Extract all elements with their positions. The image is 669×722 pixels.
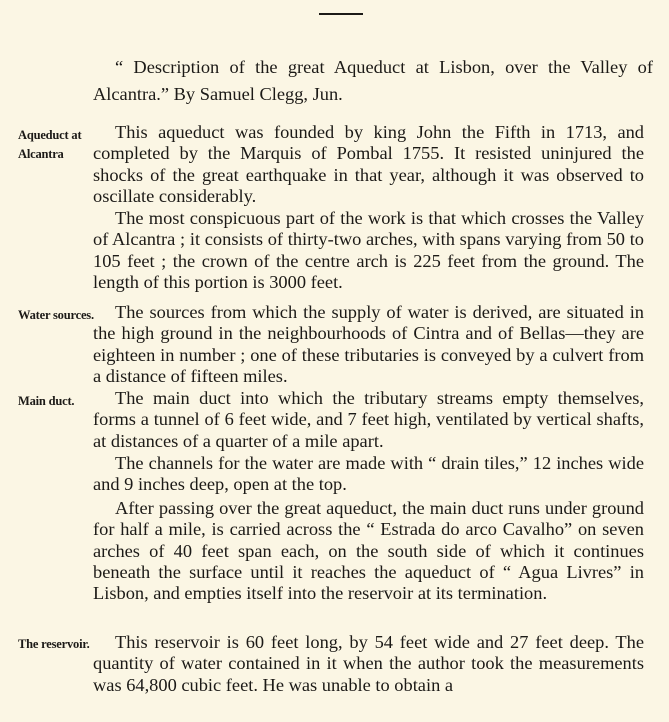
article-title: “ Description of the great Aqueduct at Lisbon, over the Valley of Alcantra.” By Samuel Clegg, Jun. <box>93 57 653 104</box>
sidenote-main-duct: Main duct. <box>18 394 75 408</box>
header-rule <box>319 13 363 15</box>
sidenote-water-sources: Water sources. <box>18 308 94 322</box>
paragraph-reservoir: This reservoir is 60 feet long, by 54 feet wide and 27 feet deep. The quantity of water contained in it when the author took the measurements was 64,800 cubic feet. He was unable to obtain a <box>93 632 644 695</box>
sidenote-aqueduct: Aqueduct at Alcantra <box>18 128 82 161</box>
paragraph-drain-tiles: The channels for the water are made with “ drain tiles,” 12 inches wide and 9 inches deep, open at the top. <box>93 453 644 495</box>
paragraph-route-to-reservoir: After passing over the great aqueduct, the main duct runs under ground for half a mile, is carried across the “ Estrada do arco Cavalho” on seven arches of 40 feet span each, on the south side of which it continues beneath the surface until it reaches the aqueduct of “ Agua Livres” in Lisbon, and empties itself into the reservoir at its termination. <box>93 498 644 604</box>
paragraph-main-duct: The main duct into which the tributary streams empty themselves, forms a tunnel of 6 feet wide, and 7 feet high, ventilated by vertical shafts, at distances of a quarter of a mile apart. <box>93 388 644 451</box>
paragraph-water-sources: The sources from which the supply of water is derived, are situated in the high ground in the neighbourhoods of Cintra and of Bellas—they are eighteen in number ; one of these tributaries is conveyed by a culvert from a distance of fifteen miles. <box>93 302 644 386</box>
paragraph-valley-crossing: The most conspicuous part of the work is that which crosses the Valley of Alcantra ; it consists of thirty-two arches, with spans varying from 50 to 105 feet ; the crown of the centre arch is 225 feet from the ground. The length of this portion is 3000 feet. <box>93 208 644 292</box>
sidenote-reservoir: The reservoir. <box>18 637 90 651</box>
paragraph-founding: This aqueduct was founded by king John the Fifth in 1713, and completed by the Marquis of Pombal 1755. It resisted uninjured the shocks of the great earthquake in that year, although it was observed to oscillate considerably. <box>93 122 644 206</box>
